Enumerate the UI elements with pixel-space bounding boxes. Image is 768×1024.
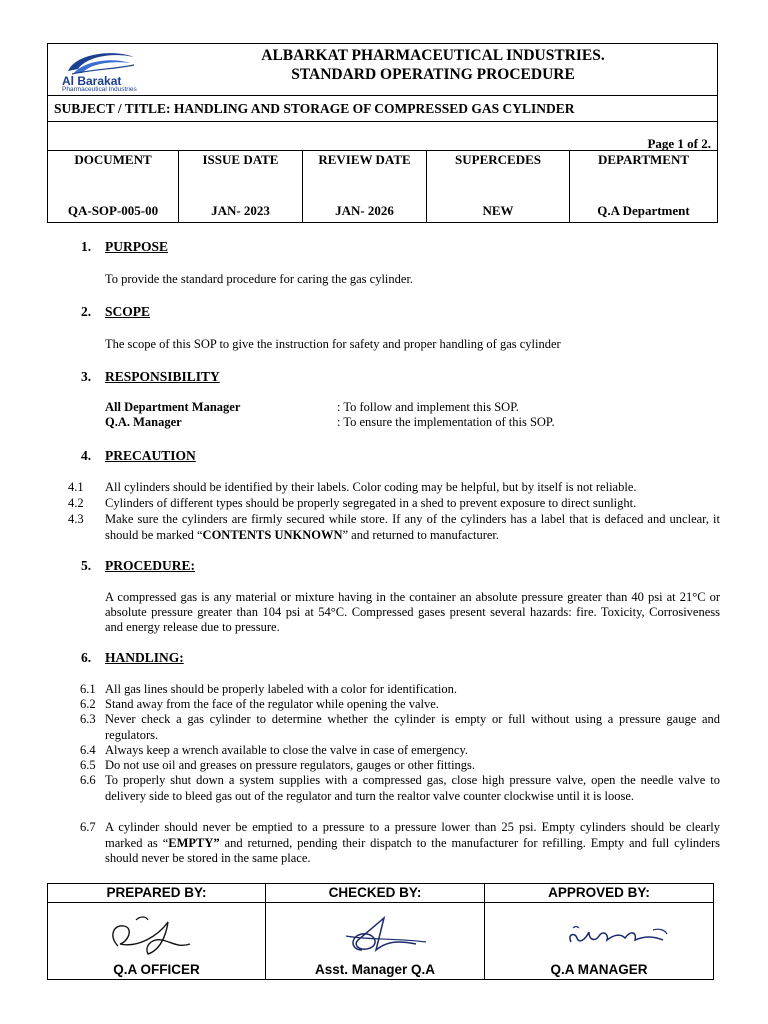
section-title: HANDLING: bbox=[105, 650, 184, 665]
meta-value: JAN- 2026 bbox=[335, 203, 394, 218]
item-number: 6.5 bbox=[80, 758, 96, 772]
item-text-part: A cylinder should never be emptied to a pressure to a pressure lower than 25 psi. Empty cylinders should be clearly marked as “ bbox=[105, 820, 720, 850]
item-text: Never check a gas cylinder to determine whether the cylinder is empty or full without using a pressure gauge and regulators. bbox=[105, 712, 720, 742]
section-title: RESPONSIBILITY bbox=[105, 369, 220, 384]
procedure-text: A compressed gas is any material or mixture having in the container an absolute pressure greater than 40 psi at 21°C or absolute pressure greater than 104 psi at 54°C. Compressed gases present several hazards: fire. Toxicity, Corrosiveness and energy release due to pressure. bbox=[105, 590, 720, 634]
company-name: ALBARKAT PHARMACEUTICAL INDUSTRIES. bbox=[261, 47, 605, 64]
document-type: STANDARD OPERATING PROCEDURE bbox=[291, 66, 575, 83]
section-number: 1. bbox=[81, 239, 92, 254]
responsibility-role: Q.A. Manager bbox=[105, 415, 182, 429]
prepared-by-label: PREPARED BY: bbox=[48, 884, 265, 903]
section-title: SCOPE bbox=[105, 304, 151, 319]
section-title: PRECAUTION bbox=[105, 448, 196, 463]
meta-supercedes bbox=[427, 151, 570, 223]
item-text-part: ” and returned to manufacturer. bbox=[342, 527, 500, 542]
item-number: 4.3 bbox=[68, 512, 84, 526]
section-number: 2. bbox=[81, 304, 92, 319]
item-number: 6.4 bbox=[80, 743, 96, 757]
section-number: 5. bbox=[81, 558, 92, 573]
item-text-part: and returned, pending their dispatch to the manufacturer for refilling. Empty and full cylinders should never be stored in the same place. bbox=[105, 835, 720, 865]
section-number: 3. bbox=[81, 369, 92, 384]
item-text-emphasis: EMPTY” bbox=[168, 835, 220, 850]
checked-by-cell bbox=[266, 884, 485, 979]
item-number: 6.7 bbox=[80, 820, 96, 834]
section-title: PURPOSE bbox=[105, 239, 169, 254]
meta-value: QA-SOP-005-00 bbox=[67, 203, 159, 218]
signature-prepared-icon bbox=[48, 906, 265, 958]
item-text: All cylinders should be identified by their labels. Color coding may be helpful, but by itself is not reliable. bbox=[105, 480, 637, 494]
meta-value: NEW bbox=[482, 203, 514, 218]
meta-label: DEPARTMENT bbox=[597, 152, 690, 167]
prepared-by-role: Q.A OFFICER bbox=[113, 962, 200, 977]
item-text bbox=[105, 512, 720, 543]
approved-by-label: APPROVED BY: bbox=[485, 884, 713, 903]
responsibility-duty: : To ensure the implementation of this SOP. bbox=[337, 415, 555, 429]
item-number: 6.2 bbox=[80, 697, 96, 711]
checked-by-label: CHECKED BY: bbox=[266, 884, 484, 903]
item-text: Always keep a wrench available to close the valve in case of emergency. bbox=[105, 743, 469, 757]
meta-review-date bbox=[303, 151, 427, 223]
meta-value: JAN- 2023 bbox=[211, 203, 270, 218]
item-text bbox=[105, 820, 720, 867]
checked-by-role: Asst. Manager Q.A bbox=[314, 962, 436, 977]
approved-by-cell bbox=[485, 884, 713, 979]
item-number: 6.6 bbox=[80, 773, 96, 787]
meta-label: REVIEW DATE bbox=[318, 152, 411, 167]
meta-department bbox=[570, 151, 717, 223]
scope-text: The scope of this SOP to give the instruction for safety and proper handling of gas cylinder bbox=[105, 337, 561, 351]
item-number: 4.2 bbox=[68, 496, 84, 510]
metadata-table bbox=[48, 150, 717, 223]
signature-checked-icon bbox=[266, 906, 484, 958]
item-text: All gas lines should be properly labeled with a color for identification. bbox=[105, 682, 457, 696]
meta-issue-date bbox=[179, 151, 303, 223]
section-number: 4. bbox=[81, 448, 92, 463]
prepared-by-cell bbox=[48, 884, 266, 979]
item-text: Do not use oil and greases on pressure regulators, gauges or other fittings. bbox=[105, 758, 476, 772]
company-title bbox=[183, 46, 683, 84]
section-title: PROCEDURE: bbox=[105, 558, 195, 573]
item-text-emphasis: CONTENTS UNKNOWN bbox=[202, 527, 343, 542]
item-text: Stand away from the face of the regulator while opening the valve. bbox=[105, 697, 439, 711]
responsibility-role: All Department Manager bbox=[105, 400, 241, 414]
approved-by-role: Q.A MANAGER bbox=[550, 962, 648, 977]
logo-subtitle: Pharmaceutical Industries bbox=[62, 86, 137, 93]
meta-document bbox=[48, 151, 179, 223]
responsibility-duty: : To follow and implement this SOP. bbox=[337, 400, 519, 414]
meta-label: ISSUE DATE bbox=[202, 152, 279, 167]
logo-name: Al Barakat bbox=[62, 74, 122, 88]
header-title-row bbox=[48, 44, 717, 96]
signature-approved-icon bbox=[485, 906, 713, 958]
meta-value: Q.A Department bbox=[597, 203, 690, 218]
item-text: To properly shut down a system supplies with a compressed gas, close high pressure valve, open the needle valve to delivery side to bleed gas out of the regulator and turn the realtor valve counter clockwise until it is loose. bbox=[105, 773, 720, 803]
item-number: 6.1 bbox=[80, 682, 96, 696]
item-text-part: Make sure the cylinders are firmly secured while store. If any of the cylinders has a label that is defaced and unclear, it should be marked “ bbox=[105, 512, 720, 542]
subject-title: SUBJECT / TITLE: HANDLING AND STORAGE OF COMPRESSED GAS CYLINDER bbox=[54, 101, 575, 116]
item-text: Cylinders of different types should be properly segregated in a shed to prevent exposure to direct sunlight. bbox=[105, 496, 637, 510]
meta-label: SUPERCEDES bbox=[455, 152, 541, 167]
page-number: Page 1 of 2. bbox=[647, 136, 711, 151]
purpose-text: To provide the standard procedure for caring the gas cylinder. bbox=[105, 272, 414, 286]
section-number: 6. bbox=[81, 650, 92, 665]
signature-table bbox=[47, 883, 714, 980]
item-number: 4.1 bbox=[68, 480, 84, 494]
divider bbox=[48, 121, 717, 122]
document-header bbox=[47, 43, 718, 223]
meta-label: DOCUMENT bbox=[74, 152, 152, 167]
item-number: 6.3 bbox=[80, 712, 96, 726]
